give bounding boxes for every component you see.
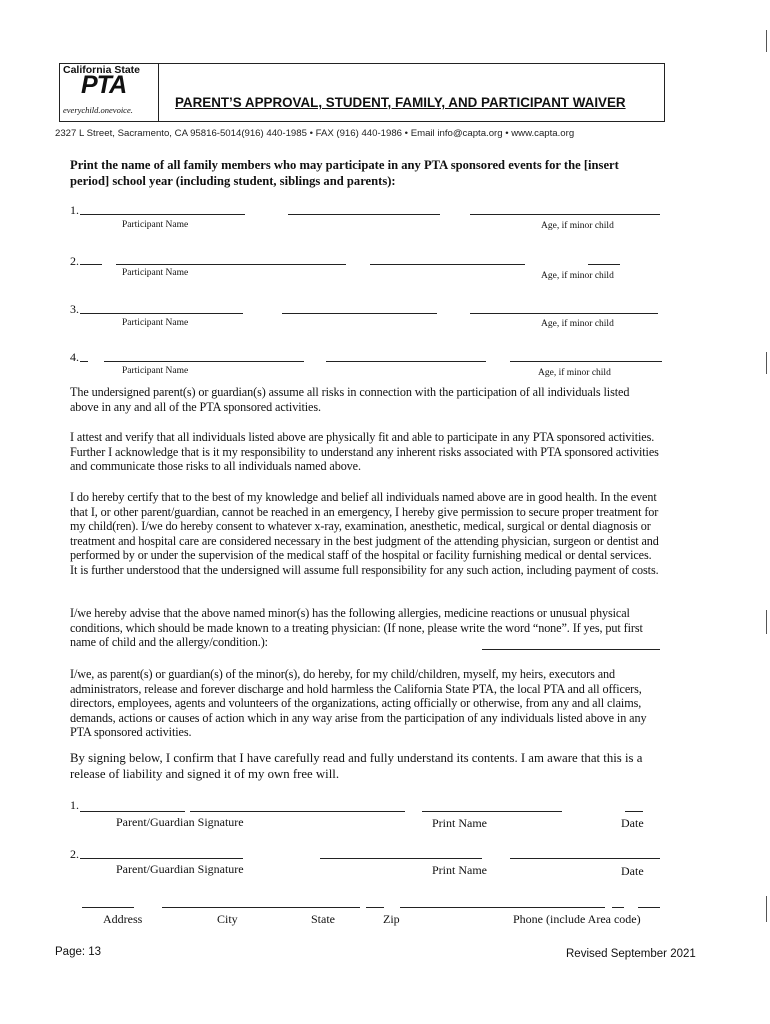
- paragraph-release: I/we, as parent(s) or guardian(s) of the minor(s), do hereby, for my child/children, myself, my heirs, executors and administrators, release and forever discharge and hold harmless the California State PTA, the local PTA and all officers, directors, employees, agents and volunteers of the organizations, acting officially or otherwise, from any and all claims, demands, actions or causes of action which in any way arise from the participation of any individuals listed above in any PTA sponsored activities.: [70, 667, 647, 740]
- participant-age-label: Age, if minor child: [538, 368, 611, 378]
- paragraph-assume-risk: The undersigned parent(s) or guardian(s) assume all risks in connection with the participation of all individuals listed above in any and all of the PTA sponsored activities.: [70, 385, 630, 414]
- zip-line[interactable]: [400, 907, 605, 908]
- city-line[interactable]: [162, 907, 360, 908]
- header-divider: [158, 64, 159, 122]
- zip-label: Zip: [383, 912, 400, 926]
- participant-age-line-3[interactable]: [470, 313, 658, 314]
- date-label: Date: [621, 864, 644, 878]
- address-line-field[interactable]: [82, 907, 134, 908]
- paragraph-attest: I attest and verify that all individuals listed above are physically fit and able to participate in any PTA sponsored activities. Further I acknowledge that is it my responsibility to understand any inherent risks associated with PTA sponsored activities and communicate those risks to all individuals named above.: [70, 430, 659, 474]
- participant-name-line-2b[interactable]: [370, 264, 525, 265]
- scan-edge-mark: [766, 610, 767, 634]
- state-line[interactable]: [366, 907, 384, 908]
- signature-line-1[interactable]: [190, 811, 405, 812]
- participant-age-label: Age, if minor child: [541, 221, 614, 231]
- allergies-line[interactable]: [482, 649, 660, 650]
- participant-name-line-4b[interactable]: [326, 361, 486, 362]
- phone-line-a[interactable]: [612, 907, 624, 908]
- print-name-label: Print Name: [432, 816, 487, 830]
- participant-age-line-1[interactable]: [470, 214, 660, 215]
- scan-edge-mark: [766, 352, 767, 374]
- participant-age-label: Age, if minor child: [541, 271, 614, 281]
- paragraph-health-consent: I do hereby certify that to the best of my knowledge and belief all individuals named above are in good health. In the event that I, or other parent/guardian, cannot be reached in an emergency, I hereby give permission to secure proper treatment for my child(ren). I/we do hereby consent to whatever x-ray, examination, anesthetic, medical, surgical or dental diagnosis or treatment and hospital care are considered necessary in the best judgment of the attending physician, surgeon or dentist and performed by or under the supervision of the medical staff of the hospital or facility furnishing medical or dental services. It is further understood that the undersigned will assume full responsibility for any such action, including payment of costs.: [70, 490, 659, 577]
- logo-org: California State: [63, 64, 141, 76]
- participant-number-3: 3.: [70, 302, 79, 316]
- instructions: Print the name of all family members who may participate in any PTA sponsored events for the [insert period] school year (including student, siblings and parents):: [70, 158, 619, 188]
- participant-name-line-2a[interactable]: [80, 264, 102, 265]
- header-box: [59, 63, 665, 122]
- page-number: Page: 13: [55, 946, 102, 958]
- print-name-label: Print Name: [432, 863, 487, 877]
- signature-line-2[interactable]: [80, 858, 243, 859]
- participant-name-label: Participant Name: [122, 268, 189, 278]
- participant-number-4: 4.: [70, 350, 79, 364]
- participant-name-line-3[interactable]: [80, 313, 243, 314]
- pta-logo: PTA: [81, 71, 127, 99]
- participant-name-label: Participant Name: [122, 366, 189, 376]
- participant-name-label: Participant Name: [122, 220, 189, 230]
- paragraph-allergies: I/we hereby advise that the above named minor(s) has the following allergies, medicine reactions or unusual physical conditions, which should be made known to a treating physician: (If none, please write the word “none”. If yes, put first name of child and the allergy/condition.):: [70, 606, 643, 650]
- header-rule: [60, 121, 664, 122]
- scan-edge-mark: [766, 896, 767, 922]
- date-label: Date: [621, 816, 644, 830]
- phone-label: Phone (include Area code): [513, 912, 641, 926]
- logo-tagline: everychild.onevoice.: [63, 105, 133, 115]
- signature-line-1a[interactable]: [80, 811, 185, 812]
- date-line-2[interactable]: [510, 858, 660, 859]
- participant-name-line-1[interactable]: [80, 214, 245, 215]
- phone-line-b[interactable]: [638, 907, 660, 908]
- signature-label: Parent/Guardian Signature: [116, 862, 244, 876]
- participant-name-line-2[interactable]: [116, 264, 346, 265]
- participant-name-line-1b[interactable]: [288, 214, 440, 215]
- participant-name-label: Participant Name: [122, 318, 189, 328]
- participant-age-label: Age, if minor child: [541, 319, 614, 329]
- participant-number-1: 1.: [70, 203, 79, 217]
- signature-number-1: 1.: [70, 798, 79, 812]
- participant-name-line-4[interactable]: [104, 361, 304, 362]
- print-name-line-1[interactable]: [422, 811, 562, 812]
- scan-edge-mark: [766, 30, 767, 52]
- print-name-line-2[interactable]: [320, 858, 482, 859]
- address-line: 2327 L Street, Sacramento, CA 95816-5014(916) 440-1985 • FAX (916) 440-1986 • Email info@capta.org • www.capta.org: [55, 128, 575, 139]
- state-label: State: [311, 912, 335, 926]
- date-line-1[interactable]: [625, 811, 643, 812]
- revised-date: Revised September 2021: [566, 948, 696, 960]
- paragraph-confirm: By signing below, I confirm that I have carefully read and fully understand its contents. I am aware that this is a release of liability and signed it of my own free will.: [70, 751, 643, 781]
- city-label: City: [217, 912, 238, 926]
- signature-number-2: 2.: [70, 847, 79, 861]
- participant-number-2: 2.: [70, 254, 79, 268]
- participant-age-line-2[interactable]: [588, 264, 620, 265]
- participant-name-line-3b[interactable]: [282, 313, 437, 314]
- signature-label: Parent/Guardian Signature: [116, 815, 244, 829]
- address-label: Address: [103, 912, 143, 926]
- participant-name-line-4a[interactable]: [80, 361, 88, 362]
- participant-age-line-4[interactable]: [510, 361, 662, 362]
- page-title: PARENT’S APPROVAL, STUDENT, FAMILY, AND PARTICIPANT WAIVER: [175, 95, 626, 110]
